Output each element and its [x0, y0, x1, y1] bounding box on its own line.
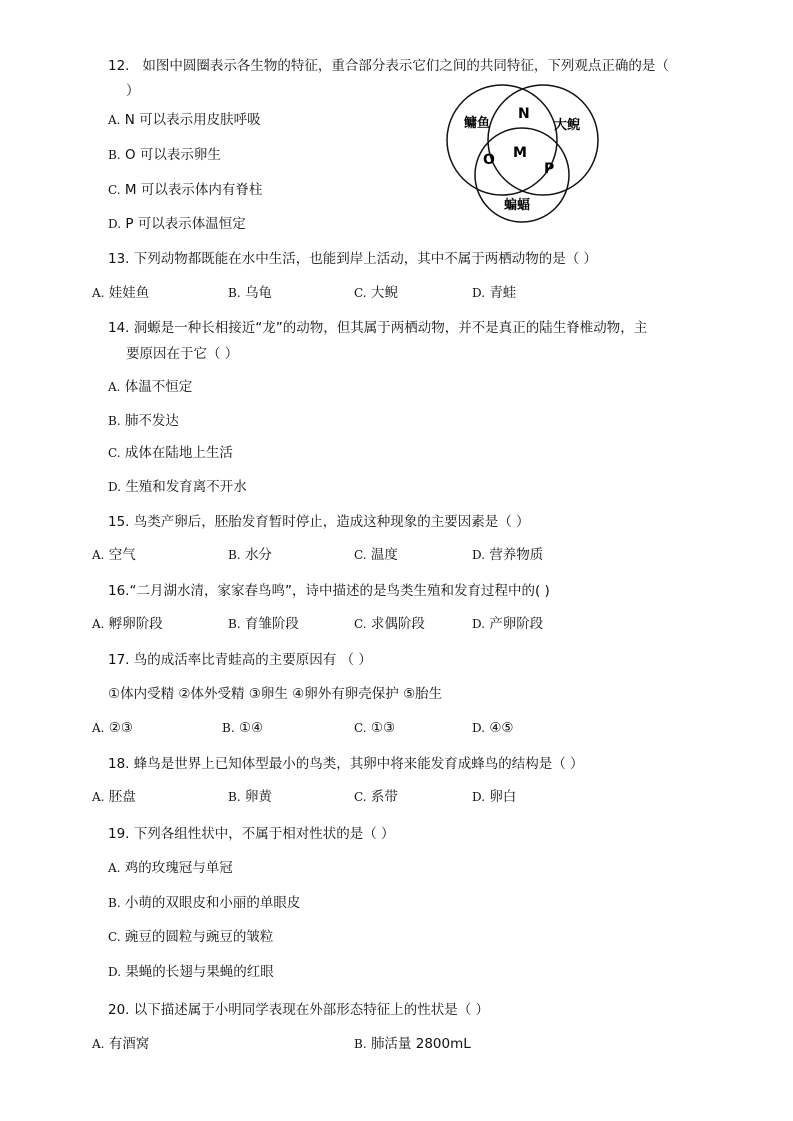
option-text: 果蝇的长翅与果蝇的红眼: [125, 964, 274, 980]
option-text: 营养物质: [489, 547, 544, 563]
q19-option-d: [108, 963, 274, 981]
venn-label-bottom: 蝙蝠: [504, 198, 531, 213]
q12-stem-line1: [108, 57, 669, 75]
venn-circle-salamander: [488, 85, 598, 195]
q15-option-b: [228, 546, 272, 564]
option-text: M 可以表示体内有脊柱: [124, 182, 263, 198]
option-text: 卵黄: [244, 789, 272, 805]
q18-option-c: [354, 788, 398, 806]
q15-option-c: [354, 546, 398, 564]
option-text: ①④: [238, 720, 264, 736]
option-letter: C.: [354, 286, 367, 300]
q13-option-b: [228, 284, 272, 302]
option-letter: D.: [472, 548, 486, 562]
option-text: 空气: [108, 547, 136, 563]
q16-option-c: [354, 615, 425, 633]
q18-option-a: [92, 788, 136, 806]
option-letter: D.: [108, 965, 122, 979]
option-letter: D.: [472, 721, 486, 735]
option-text: 孵卵阶段: [108, 616, 163, 632]
venn-circle-eel: [447, 85, 557, 195]
option-text: 鸡的玫瑰冠与单冠: [124, 860, 233, 876]
option-letter: A.: [108, 861, 121, 875]
q18-option-d: [472, 788, 516, 806]
q13-stem: 13. 下列动物都既能在水中生活，也能到岸上活动，其中不属于两栖动物的是（ ）: [108, 251, 598, 267]
option-text: N 可以表示用皮肤呼吸: [124, 112, 261, 128]
q14-stem-line1: 14. 洞螈是一种长相接近“龙”的动物，但其属于两栖动物，并不是真正的陆生脊椎动物，主: [108, 320, 648, 336]
option-letter: A.: [92, 721, 105, 735]
option-text: 有酒窝: [108, 1036, 150, 1052]
option-text: 成体在陆地上生活: [124, 445, 233, 461]
option-text: P 可以表示体温恒定: [125, 216, 246, 232]
option-letter: C.: [354, 790, 367, 804]
option-text: 胚盘: [108, 789, 136, 805]
q12-stem: 如图中圆圈表示各生物的特征，重合部分表示它们之间的共同特征，下列观点正确的是（: [142, 58, 669, 74]
option-letter: D.: [472, 790, 486, 804]
option-letter: B.: [354, 1037, 367, 1051]
option-text: O 可以表示卵生: [124, 147, 221, 163]
option-letter: C.: [354, 617, 367, 631]
option-text: 肺不发达: [124, 413, 179, 429]
q13-option-d: [472, 284, 516, 302]
option-text: ②③: [108, 720, 133, 736]
option-text: 小萌的双眼皮和小丽的单眼皮: [124, 895, 301, 911]
option-letter: A.: [108, 380, 121, 394]
option-text: 系带: [370, 789, 398, 805]
q13-option-a: [92, 284, 149, 302]
q12-stem-line2: ）: [126, 83, 140, 99]
option-text: 大鲵: [370, 285, 398, 301]
option-letter: C.: [108, 446, 121, 460]
option-text: 生殖和发育离不开水: [125, 479, 247, 495]
q17-option-b: [222, 719, 263, 737]
venn-region-n: N: [518, 106, 530, 122]
option-text: 青蛙: [489, 285, 517, 301]
venn-region-p: P: [544, 161, 555, 177]
q14-option-c: [108, 444, 233, 462]
option-letter: A.: [92, 790, 105, 804]
option-letter: B.: [108, 148, 121, 162]
venn-diagram: [440, 82, 610, 232]
q16-option-a: [92, 615, 163, 633]
option-letter: B.: [228, 617, 241, 631]
option-letter: A.: [92, 617, 105, 631]
option-letter: A.: [92, 548, 105, 562]
option-letter: D.: [472, 286, 486, 300]
q16-option-b: [228, 615, 299, 633]
q19-stem: 19. 下列各组性状中，不属于相对性状的是（ ）: [108, 826, 395, 842]
q20-option-a: [92, 1035, 149, 1053]
option-letter: B.: [108, 896, 121, 910]
q16-stem: 16.“二月湖水清，家家春鸟鸣”，诗中描述的是鸟类生殖和发育过程中的( ): [108, 583, 550, 599]
option-text: 肺活量 2800mL: [370, 1036, 471, 1052]
venn-label-top-left: 鳙鱼: [464, 116, 491, 131]
option-text: 温度: [370, 547, 398, 563]
q19-option-c: [108, 928, 273, 946]
option-text: 豌豆的圆粒与豌豆的皱粒: [124, 929, 274, 945]
venn-region-o: O: [483, 152, 495, 168]
option-letter: A.: [92, 286, 105, 300]
q19-option-a: [108, 859, 233, 877]
option-text: 求偶阶段: [370, 616, 425, 632]
q14-option-a: [108, 378, 192, 396]
q12-option-d: [108, 215, 246, 233]
q20-stem: 20. 以下描述属于小明同学表现在外部形态特征上的性状是（ ）: [108, 1002, 490, 1018]
q17-option-c: [354, 719, 395, 737]
q20-option-b: [354, 1035, 471, 1053]
venn-label-top-right: 大鲵: [554, 118, 581, 133]
q15-option-a: [92, 546, 136, 564]
q19-option-b: [108, 894, 300, 912]
q16-option-d: [472, 615, 543, 633]
option-letter: C.: [354, 548, 367, 562]
option-text: 娃娃鱼: [108, 285, 150, 301]
q17-option-a: [92, 719, 133, 737]
option-letter: B.: [228, 548, 241, 562]
option-letter: B.: [228, 790, 241, 804]
q17-items: ①体内受精 ②体外受精 ③卵生 ④卵外有卵壳保护 ⑤胎生: [108, 686, 443, 702]
option-letter: A.: [92, 1037, 105, 1051]
option-letter: D.: [108, 217, 122, 231]
option-letter: C.: [354, 721, 367, 735]
option-text: ④⑤: [489, 720, 514, 736]
q12-option-c: [108, 181, 262, 199]
q14-option-d: [108, 478, 247, 496]
q14-option-b: [108, 412, 179, 430]
option-letter: D.: [108, 480, 122, 494]
q12-number: 12.: [108, 58, 130, 74]
q12-option-a: [108, 111, 261, 129]
q18-option-b: [228, 788, 272, 806]
option-letter: B.: [108, 414, 121, 428]
option-letter: B.: [222, 721, 235, 735]
q15-option-d: [472, 546, 543, 564]
q15-stem: 15. 鸟类产卵后，胚胎发育暂时停止，造成这种现象的主要因素是（ ）: [108, 514, 530, 530]
option-letter: A.: [108, 113, 121, 127]
option-text: 水分: [244, 547, 272, 563]
q17-stem: 17. 鸟的成活率比青蛙高的主要原因有 （ ）: [108, 652, 372, 668]
option-text: ①③: [370, 720, 396, 736]
q17-option-d: [472, 719, 514, 737]
option-letter: C.: [108, 183, 121, 197]
q14-stem-line2: 要原因在于它（ ）: [126, 346, 239, 362]
venn-region-m: M: [513, 145, 527, 161]
option-text: 乌龟: [244, 285, 272, 301]
option-text: 卵白: [489, 789, 517, 805]
q13-option-c: [354, 284, 398, 302]
option-letter: B.: [228, 286, 241, 300]
option-text: 体温不恒定: [124, 379, 193, 395]
q18-stem: 18. 蜂鸟是世界上已知体型最小的鸟类，其卵中将来能发育成蜂鸟的结构是（ ）: [108, 756, 584, 772]
option-text: 育雏阶段: [244, 616, 299, 632]
option-text: 产卵阶段: [489, 616, 544, 632]
option-letter: D.: [472, 617, 486, 631]
option-letter: C.: [108, 930, 121, 944]
q12-option-b: [108, 146, 221, 164]
